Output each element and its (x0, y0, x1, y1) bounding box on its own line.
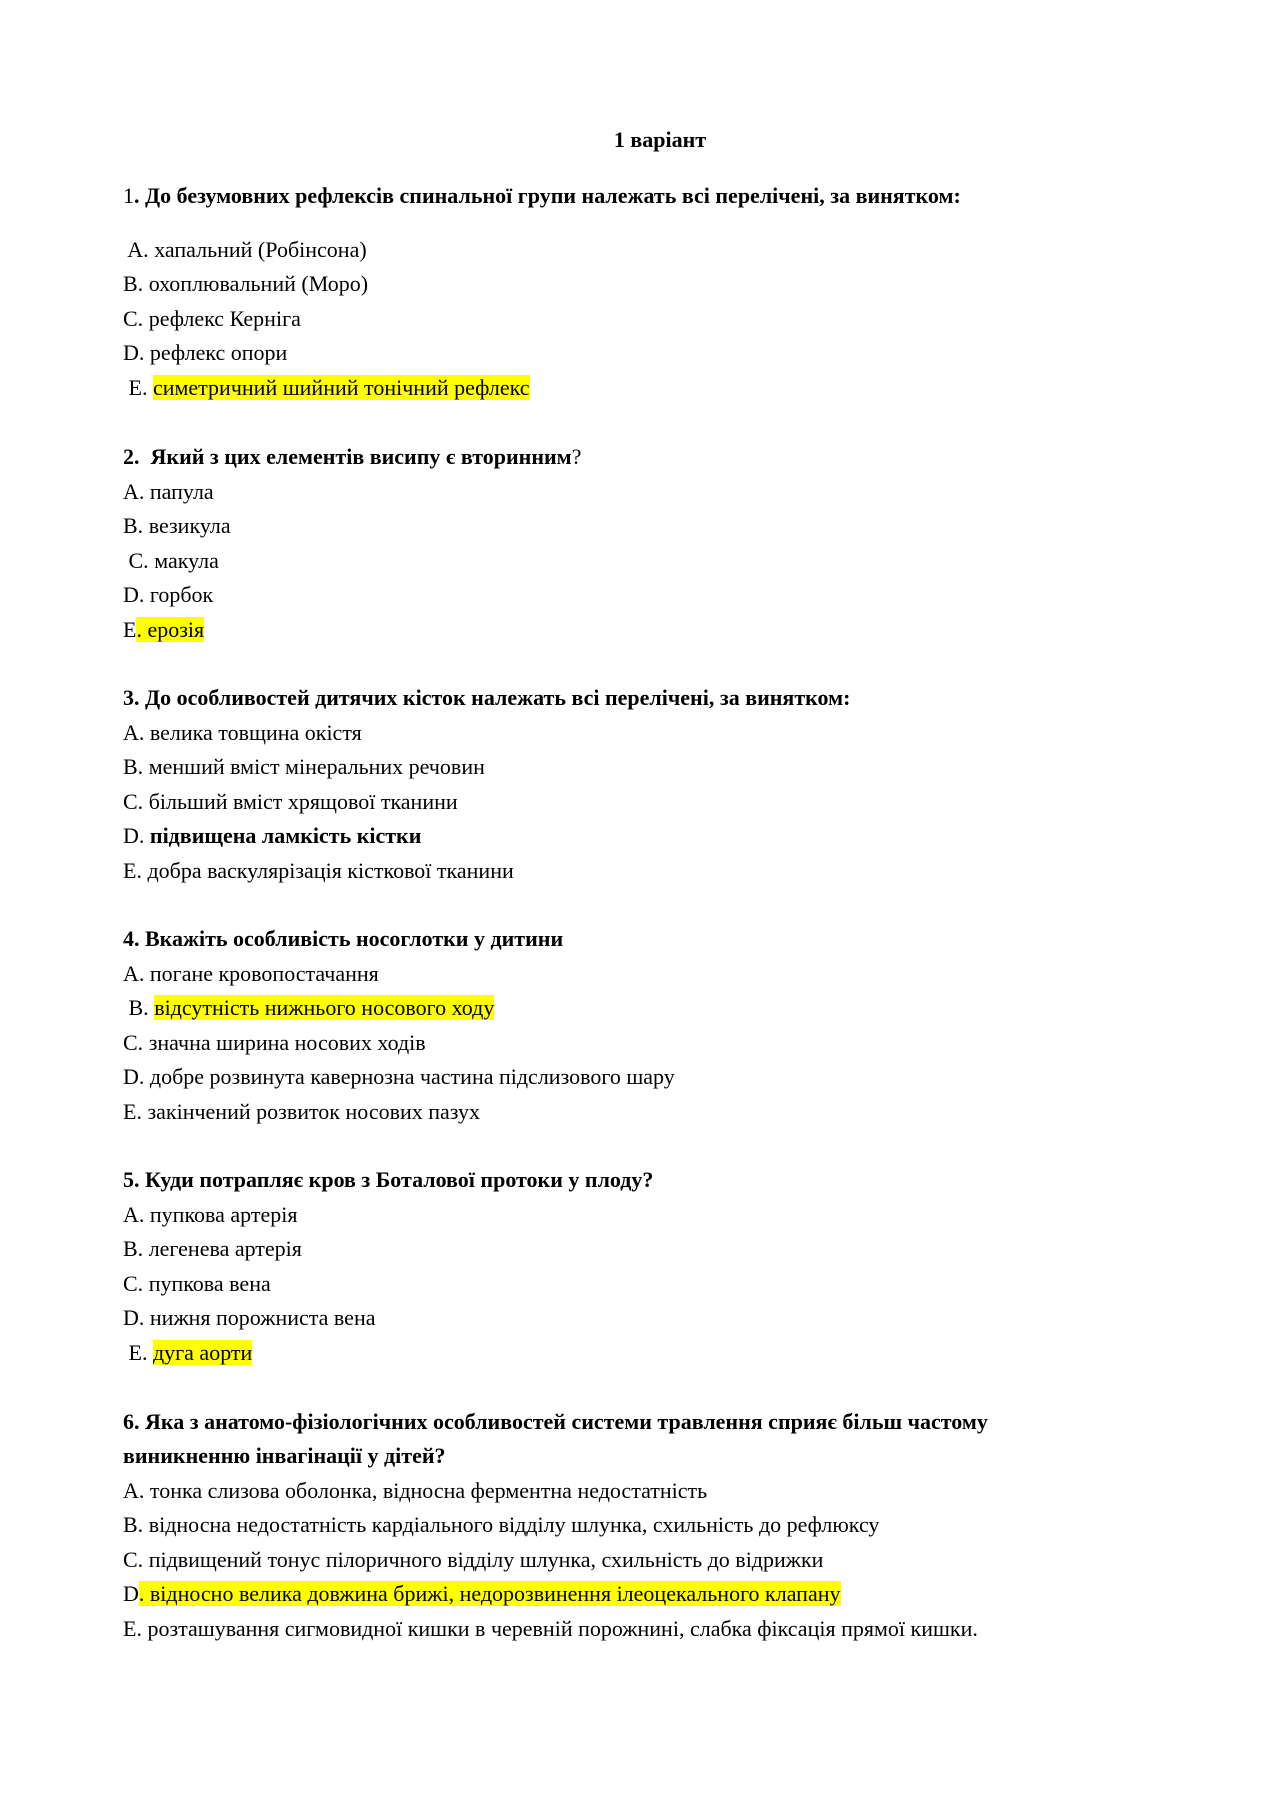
question-2-option-d: D. горбок (123, 582, 214, 607)
question-4-option-a: A. погане кровопостачання (123, 961, 379, 986)
question-6-text-line-2: виникненню інвагінації у дітей? (123, 1443, 446, 1468)
question-2-text: 2. Який з цих елементів висипу є вторинним? (123, 444, 582, 469)
question-2-option-a: A. папула (123, 479, 214, 504)
question-3-option-b: B. менший вміст мінеральних речовин (123, 754, 485, 779)
question-6-option-e: E. розташування сигмовидної кишки в черевній порожнині, слабка фіксація прямої кишки. (123, 1616, 978, 1641)
question-1-option-b: B. охоплювальний (Моро) (123, 271, 369, 296)
correct-answer-highlight: симетричний шийний тонічний рефлекс (152, 375, 530, 400)
question-3-option-e: E. добра васкулярізація кісткової тканини (123, 858, 514, 883)
question-3-option-c: C. більший вміст хрящової тканини (123, 789, 458, 814)
page-title: 1 варіант (613, 127, 707, 152)
question-5-option-d: D. нижня порожниста вена (123, 1305, 376, 1330)
question-6-option-a: A. тонка слизова оболонка, відносна ферментна недостатність (123, 1478, 708, 1503)
question-5-text: 5. Куди потрапляє кров з Боталової протоки у плоду? (123, 1167, 654, 1192)
question-2-option-b: B. везикула (123, 513, 231, 538)
question-6-option-b: B. відносна недостатність кардіального відділу шлунка, схильність до рефлюксу (123, 1512, 880, 1537)
question-6-option-d: D. відносно велика довжина брижі, недорозвинення ілеоцекального клапану (123, 1581, 841, 1606)
question-4-option-d: D. добре розвинута кавернозна частина підслизового шару (123, 1064, 675, 1089)
question-5-option-b: B. легенева артерія (123, 1236, 302, 1261)
question-1-body: . До безумовних рефлексів спинальної групи належать всі перелічені, за винятком: (134, 183, 961, 208)
question-6-text-line-1: 6. Яка з анатомо-фізіологічних особливостей системи травлення сприяє більш частому (123, 1409, 988, 1434)
question-2-body: 2. Який з цих елементів висипу є вторинним (123, 444, 572, 469)
question-5-option-a: A. пупкова артерія (123, 1202, 298, 1227)
question-1-option-a: A. хапальний (Робінсона) (123, 237, 367, 262)
question-2-option-e: E. ерозія (123, 617, 205, 642)
question-1-number: 1 (123, 183, 134, 208)
question-1-option-d: D. рефлекс опори (123, 340, 288, 365)
question-3-text: 3. До особливостей дитячих кісток належать всі перелічені, за винятком: (123, 685, 851, 710)
question-1-option-e: E. симетричний шийний тонічний рефлекс (123, 375, 530, 400)
correct-answer-highlight: відсутність нижнього носового ходу (154, 995, 495, 1020)
question-4-option-e: E. закінчений розвиток носових пазух (123, 1099, 481, 1124)
correct-answer-highlight: . відносно велика довжина брижі, недорозвинення ілеоцекального клапану (138, 1581, 841, 1606)
question-4-text: 4. Вкажіть особливість носоглотки у дитини (123, 926, 564, 951)
correct-answer-highlight: дуга аорти (152, 1340, 253, 1365)
question-1-option-c: C. рефлекс Керніга (123, 306, 301, 331)
question-4-option-c: C. значна ширина носових ходів (123, 1030, 426, 1055)
question-5-option-c: C. пупкова вена (123, 1271, 271, 1296)
correct-answer-highlight: . ерозія (136, 617, 205, 642)
question-3-option-d: D. підвищена ламкість кістки (123, 823, 422, 848)
correct-answer-bold: підвищена ламкість кістки (149, 823, 422, 848)
question-4-option-b: B. відсутність нижнього носового ходу (123, 995, 495, 1020)
question-3-option-a: A. велика товщина окістя (123, 720, 362, 745)
question-6-option-c: C. підвищений тонус пілоричного відділу шлунка, схильність до відрижки (123, 1547, 824, 1572)
question-5-option-e: E. дуга аорти (123, 1340, 253, 1365)
question-2-option-c: C. макула (123, 548, 219, 573)
question-1-text (123, 183, 961, 209)
